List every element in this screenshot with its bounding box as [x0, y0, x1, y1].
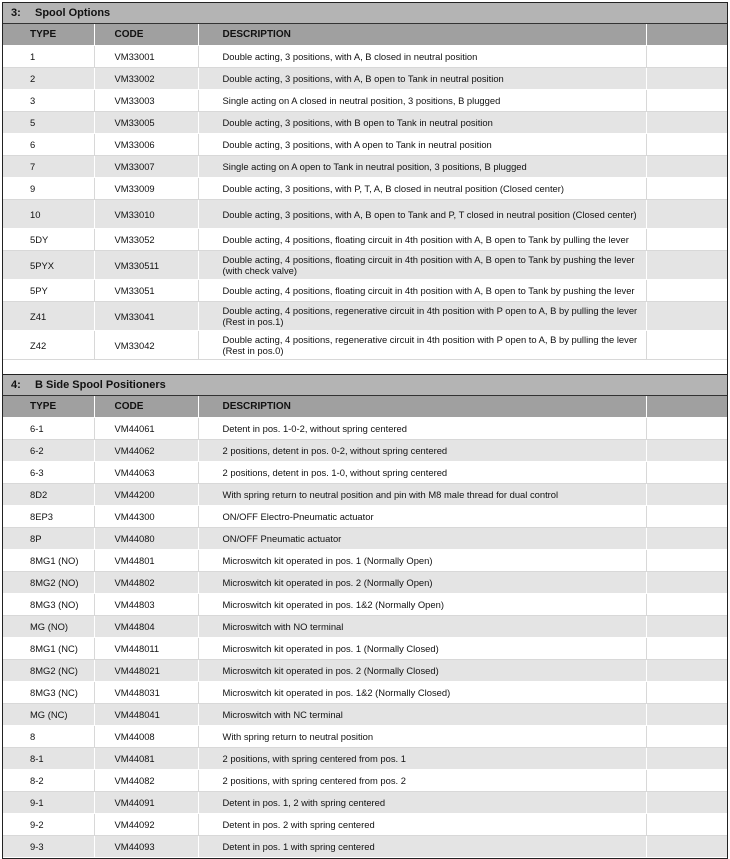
- type-cell: 9-2: [3, 814, 94, 836]
- description-cell: Double acting, 4 positions, regenerative circuit in 4th position with P open to A, B by pulling the lever (Rest in pos.0): [198, 331, 646, 360]
- table-row: [3, 251, 727, 280]
- table-row: [3, 506, 727, 528]
- section-title: [3, 3, 727, 24]
- code-cell: VM44080: [94, 528, 198, 550]
- code-cell: VM33009: [94, 178, 198, 200]
- empty-cell: [646, 748, 727, 770]
- description-cell: Microswitch kit operated in pos. 1 (Normally Open): [198, 550, 646, 572]
- section-spacer: [3, 360, 727, 374]
- description-cell: Double acting, 3 positions, with A, B closed in neutral position: [198, 46, 646, 68]
- type-cell: 8P: [3, 528, 94, 550]
- code-cell: VM33002: [94, 68, 198, 90]
- header-code: CODE: [94, 24, 198, 46]
- code-cell: VM448021: [94, 660, 198, 682]
- table-header-row: [3, 24, 727, 46]
- code-cell: VM33003: [94, 90, 198, 112]
- type-cell: 8-1: [3, 748, 94, 770]
- empty-cell: [646, 331, 727, 360]
- description-cell: Single acting on A open to Tank in neutral position, 3 positions, B plugged: [198, 156, 646, 178]
- type-cell: 1: [3, 46, 94, 68]
- table-row: [3, 280, 727, 302]
- empty-cell: [646, 90, 727, 112]
- table-row: [3, 462, 727, 484]
- empty-cell: [646, 528, 727, 550]
- description-cell: With spring return to neutral position and pin with M8 male thread for dual control: [198, 484, 646, 506]
- code-cell: VM44063: [94, 462, 198, 484]
- empty-cell: [646, 280, 727, 302]
- description-cell: 2 positions, detent in pos. 0-2, without spring centered: [198, 440, 646, 462]
- type-cell: 5DY: [3, 229, 94, 251]
- code-cell: VM33007: [94, 156, 198, 178]
- code-cell: VM33001: [94, 46, 198, 68]
- header-empty: [646, 24, 727, 46]
- type-cell: 9-3: [3, 836, 94, 858]
- section-number: 4:: [11, 379, 21, 391]
- table-row: [3, 792, 727, 814]
- empty-cell: [646, 418, 727, 440]
- code-cell: VM44300: [94, 506, 198, 528]
- table-row: [3, 112, 727, 134]
- b-side-spool-positioners-section: [2, 375, 728, 859]
- type-cell: 8EP3: [3, 506, 94, 528]
- header-code: CODE: [94, 396, 198, 418]
- section-title: [3, 375, 727, 396]
- description-cell: Microswitch with NC terminal: [198, 704, 646, 726]
- code-cell: VM44061: [94, 418, 198, 440]
- description-cell: With spring return to neutral position: [198, 726, 646, 748]
- code-cell: VM330511: [94, 251, 198, 280]
- code-cell: VM33051: [94, 280, 198, 302]
- empty-cell: [646, 156, 727, 178]
- type-cell: MG (NO): [3, 616, 94, 638]
- empty-cell: [646, 134, 727, 156]
- type-cell: 6-3: [3, 462, 94, 484]
- table-row: [3, 572, 727, 594]
- empty-cell: [646, 506, 727, 528]
- type-cell: 9: [3, 178, 94, 200]
- table-row: [3, 550, 727, 572]
- table-row: [3, 229, 727, 251]
- code-cell: VM448041: [94, 704, 198, 726]
- spool-options-section: [2, 2, 728, 375]
- code-cell: VM44803: [94, 594, 198, 616]
- table-row: [3, 302, 727, 331]
- description-cell: Double acting, 4 positions, floating circuit in 4th position with A, B open to Tank by pulling the lever: [198, 229, 646, 251]
- empty-cell: [646, 836, 727, 858]
- type-cell: 8MG1 (NO): [3, 550, 94, 572]
- spool-positioners-rows: [3, 418, 727, 858]
- empty-cell: [646, 200, 727, 229]
- code-cell: VM33042: [94, 331, 198, 360]
- description-cell: Microswitch kit operated in pos. 1&2 (Normally Open): [198, 594, 646, 616]
- description-cell: 2 positions, with spring centered from pos. 1: [198, 748, 646, 770]
- type-cell: 6-2: [3, 440, 94, 462]
- type-cell: 6-1: [3, 418, 94, 440]
- header-type: TYPE: [3, 396, 94, 418]
- type-cell: 5: [3, 112, 94, 134]
- code-cell: VM44093: [94, 836, 198, 858]
- type-cell: 5PYX: [3, 251, 94, 280]
- description-cell: Double acting, 4 positions, regenerative circuit in 4th position with P open to A, B by pulling the lever (Rest in pos.1): [198, 302, 646, 331]
- section-title-text: B Side Spool Positioners: [35, 379, 166, 391]
- code-cell: VM448011: [94, 638, 198, 660]
- type-cell: 7: [3, 156, 94, 178]
- code-cell: VM33041: [94, 302, 198, 331]
- table-row: [3, 440, 727, 462]
- empty-cell: [646, 550, 727, 572]
- type-cell: 8-2: [3, 770, 94, 792]
- description-cell: Double acting, 3 positions, with P, T, A, B closed in neutral position (Closed center): [198, 178, 646, 200]
- empty-cell: [646, 229, 727, 251]
- type-cell: 3: [3, 90, 94, 112]
- table-row: [3, 156, 727, 178]
- spool-options-rows: [3, 46, 727, 360]
- description-cell: Double acting, 4 positions, floating circuit in 4th position with A, B open to Tank by pushing the lever (with check valve): [198, 251, 646, 280]
- code-cell: VM44091: [94, 792, 198, 814]
- type-cell: 8MG3 (NO): [3, 594, 94, 616]
- empty-cell: [646, 638, 727, 660]
- table-row: [3, 814, 727, 836]
- description-cell: Microswitch with NO terminal: [198, 616, 646, 638]
- table-row: [3, 594, 727, 616]
- table-row: [3, 616, 727, 638]
- type-cell: 10: [3, 200, 94, 229]
- empty-cell: [646, 770, 727, 792]
- table-row: [3, 331, 727, 360]
- type-cell: Z42: [3, 331, 94, 360]
- table-row: [3, 90, 727, 112]
- description-cell: Double acting, 3 positions, with B open to Tank in neutral position: [198, 112, 646, 134]
- type-cell: 8MG2 (NC): [3, 660, 94, 682]
- empty-cell: [646, 682, 727, 704]
- type-cell: 8D2: [3, 484, 94, 506]
- table-row: [3, 484, 727, 506]
- empty-cell: [646, 726, 727, 748]
- table-row: [3, 418, 727, 440]
- empty-cell: [646, 112, 727, 134]
- description-cell: 2 positions, detent in pos. 1-0, without spring centered: [198, 462, 646, 484]
- type-cell: 2: [3, 68, 94, 90]
- code-cell: VM33005: [94, 112, 198, 134]
- code-cell: VM44062: [94, 440, 198, 462]
- header-description: DESCRIPTION: [198, 396, 646, 418]
- header-type: TYPE: [3, 24, 94, 46]
- description-cell: Microswitch kit operated in pos. 2 (Normally Open): [198, 572, 646, 594]
- description-cell: ON/OFF Electro-Pneumatic actuator: [198, 506, 646, 528]
- empty-cell: [646, 484, 727, 506]
- description-cell: Double acting, 3 positions, with A, B open to Tank and P, T closed in neutral position (Closed center): [198, 200, 646, 229]
- document-page: [2, 2, 728, 859]
- empty-cell: [646, 302, 727, 331]
- code-cell: VM33010: [94, 200, 198, 229]
- type-cell: 8MG1 (NC): [3, 638, 94, 660]
- table-header-row: [3, 396, 727, 418]
- description-cell: ON/OFF Pneumatic actuator: [198, 528, 646, 550]
- empty-cell: [646, 704, 727, 726]
- table-row: [3, 748, 727, 770]
- empty-cell: [646, 572, 727, 594]
- table-row: [3, 178, 727, 200]
- spool-positioners-table: [3, 396, 727, 858]
- description-cell: Microswitch kit operated in pos. 1 (Normally Closed): [198, 638, 646, 660]
- empty-cell: [646, 178, 727, 200]
- type-cell: 8MG2 (NO): [3, 572, 94, 594]
- table-row: [3, 200, 727, 229]
- empty-cell: [646, 814, 727, 836]
- code-cell: VM44081: [94, 748, 198, 770]
- description-cell: Detent in pos. 1-0-2, without spring centered: [198, 418, 646, 440]
- code-cell: VM44802: [94, 572, 198, 594]
- header-description: DESCRIPTION: [198, 24, 646, 46]
- code-cell: VM33006: [94, 134, 198, 156]
- table-row: [3, 682, 727, 704]
- empty-cell: [646, 462, 727, 484]
- table-row: [3, 638, 727, 660]
- table-row: [3, 528, 727, 550]
- empty-cell: [646, 660, 727, 682]
- code-cell: VM448031: [94, 682, 198, 704]
- type-cell: 8MG3 (NC): [3, 682, 94, 704]
- code-cell: VM44008: [94, 726, 198, 748]
- empty-cell: [646, 68, 727, 90]
- type-cell: 6: [3, 134, 94, 156]
- table-row: [3, 726, 727, 748]
- type-cell: 8: [3, 726, 94, 748]
- table-row: [3, 704, 727, 726]
- code-cell: VM33052: [94, 229, 198, 251]
- empty-cell: [646, 46, 727, 68]
- empty-cell: [646, 792, 727, 814]
- section-title-text: Spool Options: [35, 7, 111, 19]
- description-cell: Double acting, 3 positions, with A open to Tank in neutral position: [198, 134, 646, 156]
- code-cell: VM44804: [94, 616, 198, 638]
- description-cell: Double acting, 4 positions, floating circuit in 4th position with A, B open to Tank by pushing the lever: [198, 280, 646, 302]
- description-cell: Single acting on A closed in neutral position, 3 positions, B plugged: [198, 90, 646, 112]
- description-cell: 2 positions, with spring centered from pos. 2: [198, 770, 646, 792]
- type-cell: 9-1: [3, 792, 94, 814]
- table-row: [3, 770, 727, 792]
- table-row: [3, 836, 727, 858]
- table-row: [3, 46, 727, 68]
- type-cell: 5PY: [3, 280, 94, 302]
- description-cell: Detent in pos. 2 with spring centered: [198, 814, 646, 836]
- code-cell: VM44801: [94, 550, 198, 572]
- description-cell: Double acting, 3 positions, with A, B open to Tank in neutral position: [198, 68, 646, 90]
- description-cell: Detent in pos. 1, 2 with spring centered: [198, 792, 646, 814]
- empty-cell: [646, 251, 727, 280]
- type-cell: Z41: [3, 302, 94, 331]
- table-row: [3, 68, 727, 90]
- description-cell: Detent in pos. 1 with spring centered: [198, 836, 646, 858]
- code-cell: VM44082: [94, 770, 198, 792]
- empty-cell: [646, 440, 727, 462]
- type-cell: MG (NC): [3, 704, 94, 726]
- spool-options-table: [3, 24, 727, 360]
- empty-cell: [646, 594, 727, 616]
- code-cell: VM44092: [94, 814, 198, 836]
- table-row: [3, 660, 727, 682]
- header-empty: [646, 396, 727, 418]
- description-cell: Microswitch kit operated in pos. 1&2 (Normally Closed): [198, 682, 646, 704]
- table-row: [3, 134, 727, 156]
- description-cell: Microswitch kit operated in pos. 2 (Normally Closed): [198, 660, 646, 682]
- empty-cell: [646, 616, 727, 638]
- code-cell: VM44200: [94, 484, 198, 506]
- section-number: 3:: [11, 7, 21, 19]
